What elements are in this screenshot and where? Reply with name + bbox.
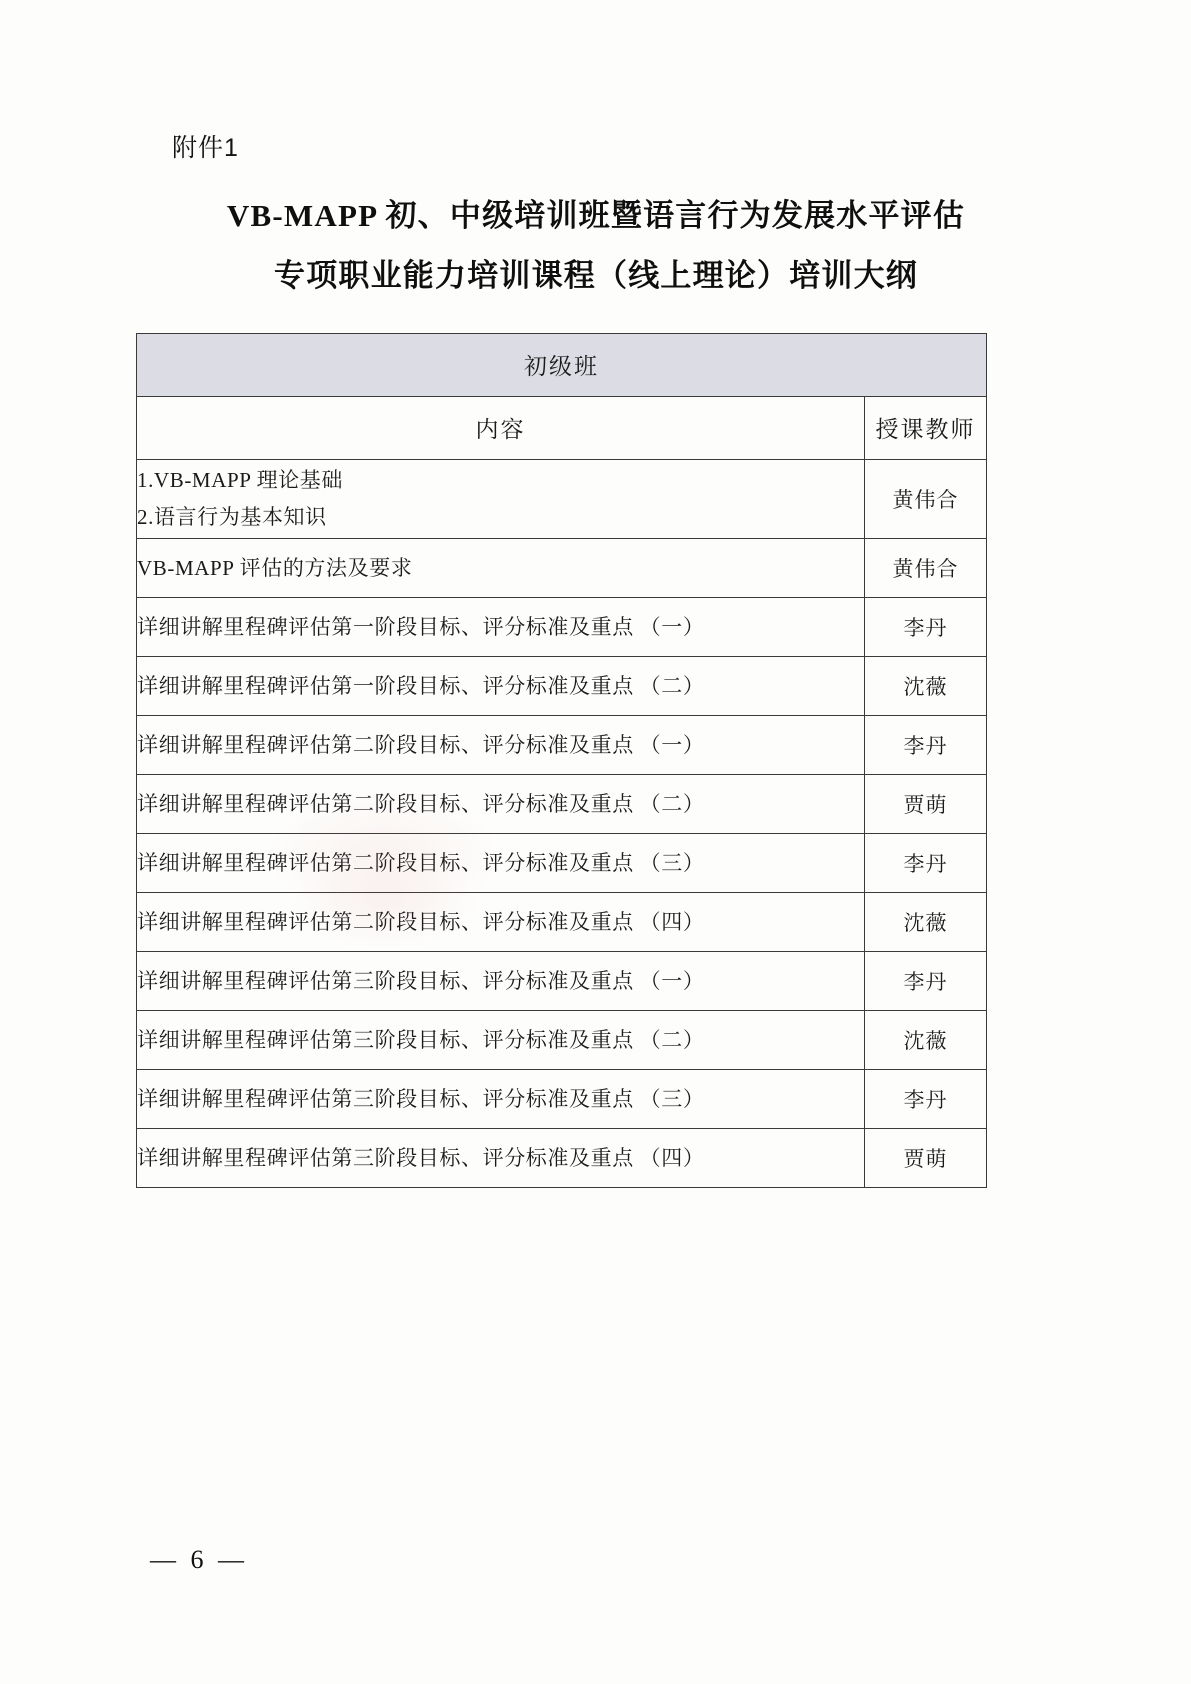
row-teacher: 贾萌 [865,1128,987,1187]
row-teacher: 黄伟合 [865,538,987,597]
row-content [137,715,865,774]
page-title-line-2: 专项职业能力培训课程（线上理论）培训大纲 [274,258,918,294]
row-content-line: VB-MAPP 评估的方法及要求 [137,555,413,580]
table-row [137,1128,987,1187]
row-teacher: 李丹 [865,833,987,892]
page-title-line-1: VB-MAPP 初、中级培训班暨语言行为发展水平评估 [226,198,966,233]
page-title [171,186,1021,307]
row-content [137,538,865,597]
table-row [137,1069,987,1128]
row-content [137,656,865,715]
table-row [137,656,987,715]
table-header-class-row [137,333,987,396]
row-content-line: 详细讲解里程碑评估第二阶段目标、评分标准及重点 （三） [137,850,705,875]
row-content [137,597,865,656]
table-row [137,833,987,892]
row-content-line: 详细讲解里程碑评估第二阶段目标、评分标准及重点 （二） [137,791,705,816]
table-row [137,459,987,538]
row-content-line: 1.VB-MAPP 理论基础 [137,468,343,493]
row-content [137,1069,865,1128]
row-teacher: 贾萌 [865,774,987,833]
row-content-line: 详细讲解里程碑评估第三阶段目标、评分标准及重点 （二） [137,1027,705,1052]
page-number: — 6 — [150,1545,248,1574]
row-content [137,892,865,951]
row-content [137,774,865,833]
class-level-header: 初级班 [137,333,987,396]
row-content [137,459,865,538]
table-row [137,1010,987,1069]
attachment-label: 附件1 [172,134,239,162]
row-content-line: 详细讲解里程碑评估第二阶段目标、评分标准及重点 （一） [137,732,705,757]
table-body [137,333,987,1187]
document-body [136,128,1056,1188]
table-row [137,538,987,597]
table-row [137,774,987,833]
row-content-line: 详细讲解里程碑评估第三阶段目标、评分标准及重点 （一） [137,968,705,993]
table-row [137,597,987,656]
table-row [137,715,987,774]
row-content [137,1128,865,1187]
row-content [137,1010,865,1069]
row-content-line: 2.语言行为基本知识 [137,504,327,529]
row-teacher: 沈薇 [865,656,987,715]
row-content [137,833,865,892]
column-header-content: 内容 [137,396,865,459]
row-content-line: 详细讲解里程碑评估第一阶段目标、评分标准及重点 （二） [137,673,705,698]
row-teacher: 李丹 [865,597,987,656]
table-header-columns-row [137,396,987,459]
row-teacher: 沈薇 [865,1010,987,1069]
column-header-teacher: 授课教师 [865,396,987,459]
row-teacher: 沈薇 [865,892,987,951]
table-row [137,892,987,951]
row-content [137,951,865,1010]
row-teacher: 李丹 [865,715,987,774]
row-content-line: 详细讲解里程碑评估第三阶段目标、评分标准及重点 （三） [137,1086,705,1111]
row-teacher: 李丹 [865,951,987,1010]
row-content-line: 详细讲解里程碑评估第二阶段目标、评分标准及重点 （四） [137,909,705,934]
table-row [137,951,987,1010]
training-outline-table [136,333,987,1188]
row-content-line: 详细讲解里程碑评估第三阶段目标、评分标准及重点 （四） [137,1145,705,1170]
row-teacher: 李丹 [865,1069,987,1128]
row-content-line: 详细讲解里程碑评估第一阶段目标、评分标准及重点 （一） [137,614,705,639]
row-teacher: 黄伟合 [865,459,987,538]
